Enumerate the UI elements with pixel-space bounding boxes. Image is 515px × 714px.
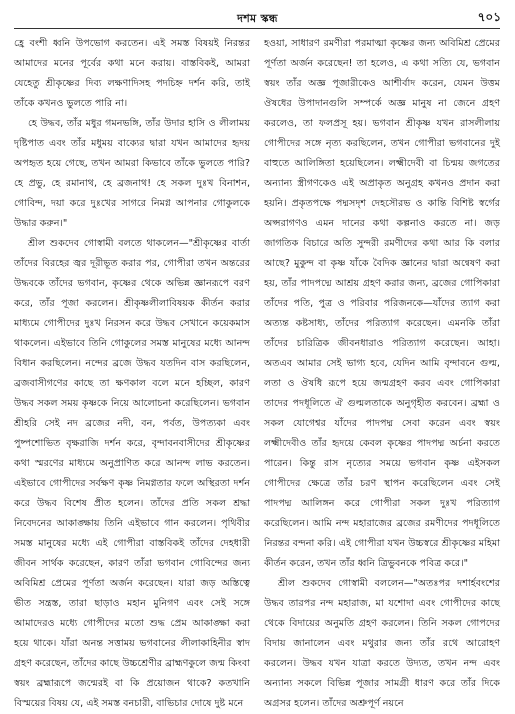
paragraph: শ্রীল শুকদেব গোস্বামী বললেন—"অতঃপর দশার্হবংশের উদ্ধব তারপর নন্দ মহারাজ, মা যশোদা এবং গোপীদের কাছে থেকে বিদায়ের অনুমতি গ্রহণ করলেন। তিনি সকল গোপদের বিদায় জানালেন এবং মথুরার জন্য তাঁর রথে আরোহণ করলেন। উদ্ধব যখন যাত্রা করতে উদ্যত, তখন নন্দ এবং অন্যান্য সকলে বিভিন্ন পূজার সামগ্রী ধারণ করে তাঁর দিকে অগ্রসর হলেন। তাঁদের অশ্রুপূর্ণ নয়নে	[264, 578, 500, 709]
paragraph: শ্রীল শুকদেব গোস্বামী বলতে থাকলেন—"শ্রীকৃষ্ণের বার্তা তাঁদের বিরহের জ্বর দূরীভূত করার পর, গোপীরা তখন অন্তরের উদ্ধবকে তাঁদের ভগবান, কৃষ্ণের থেকে অভিন্ন জ্ঞানরূপে বরণ করে, তাঁর পূজা করলেন। শ্রীকৃষ্ণলীলাবিষয়ক কীর্তন করার মাধ্যমে গোপীদের দুঃখ নিরসন করে উদ্ধব সেখানে কয়েকমাস থাকলেন। এইভাবে তিনি গোকুলের সমস্ত মানুষের মধ্যে আনন্দ বিধান করছিলেন। নন্দের ব্রজে উদ্ধব যতদিন বাস করছিলেন, ব্রজবাসীগণের কাছে তা ক্ষণকাল বলে মনে হচ্ছিল, কারণ উদ্ধব সকল সময় কৃষ্ণকে নিয়ে আলোচনা করেছিলেন। ভগবান শ্রীহরি সেই নদ ব্রজের নদী, বন, পর্বত, উপত্যকা এবং পুষ্পশোভিত বৃক্ষরাজি দর্শন করে, বৃন্দাবনবাসীদের শ্রীকৃষ্ণের কথা স্মরণের মাধ্যমে অনুপ্রাণিত করে আনন্দ লাভ করতেন। এইভাবে গোপীদের সর্বক্ষণ কৃষ্ণ নিমগ্নতার ফলে অস্থিরতা দর্শন করে উদ্ধব বিশেষ প্রীত হলেন। তাঁদের প্রতি সকল শ্রদ্ধা নিবেদনের আকাঙ্ক্ষায় তিনি এইভাবে গান করলেন। পৃথিবীর সমস্ত মানুষের মধ্যে এই গোপীরা বাস্তবিকই তাঁদের দেহধারী জীবন সার্থক করেছেন, কারণ তাঁরা ভগবান গোবিন্দের জন্য অবিমিশ্র প্রেমের পূর্ণতা অর্জন করেছেন। যারা জড় অস্তিত্বে ভীত সন্ত্রস্ত, তারা ছাড়াও মহান মুনিগণ এবং সেই সঙ্গে আমাদেরও মধ্যে গোপীদের মতো শুদ্ধ প্রেম আকাঙ্ক্ষা করা হয়ে থাকে। যাঁরা অনন্ত সত্তাময় ভগবানের লীলাকাহিনীর স্বাদ গ্রহণ করেছেন, তাঁদের কাছে উচ্চশ্রেণীর ব্রাহ্মণকুলে জন্ম কিংবা স্বয়ং ব্রহ্মারূপে জন্মেরই বা কি প্রয়োজন থাকে? কতখানি বিস্ময়ের বিষয় যে, এই সমস্ত বনচারী, বাভিচার দোষে দুষ্ট মনে	[14, 238, 250, 709]
paragraph: হওয়া, সাধারণ রমণীরা পরমাত্মা কৃষ্ণের জন্য অবিমিশ্র প্রেমের পূর্ণতা অর্জন করেছেন! তা হলেও, এ কথা সত্যি যে, ভগবান স্বয়ং তাঁর অজ্ঞ পূজারীকেও আশীর্বাদ করেন, যেমন উত্তম ঔষধের উপাদানগুলি সম্পর্কে অজ্ঞ মানুষ না জেনে গ্রহণ করলেও, তা ফলপ্রসূ হয়। ভগবান শ্রীকৃষ্ণ যখন রাসলীলায় গোপীদের সঙ্গে নৃত্য করছিলেন, তখন গোপীরা ভগবানের দুই বাহুতে আলিঙ্গিতা হয়েছিলেন। লক্ষ্মীদেবী বা চিন্ময় জগতের অন্যান্য স্ত্রীগণকেও এই অপ্রাকৃত অনুগ্রহ কখনও প্রদান করা হয়নি। প্রকৃতপক্ষে পদ্মসদৃশ দেহসৌরভ ও কান্তি বিশিষ্ট স্বর্গের অপ্সরাগণও এমন দানের কথা কল্পনাও করতে না। জড় জাগতিক বিচারে অতি সুন্দরী রমণীদের কথা আর কি বলার আছে? মুকুন্দ বা কৃষ্ণ যাঁকে বৈদিক জ্ঞানের দ্বারা অন্বেষণ করা হয়, তাঁর পাদপদ্মে আশ্রয় গ্রহণ করার জন্য, ব্রজের গোপিকারা তাঁদের পতি, পুত্র ও পরিবার পরিজনকে—যাঁদের ত্যাগ করা অত্যন্ত কষ্টসাধ্য, তাঁদের পরিত্যাগ করেছেন। এমনকি তাঁরা তাঁদের চারিত্রিক জীবনধারাও পরিত্যাগ করেছেন। আহা। অতএব আমার সেই ভাগ্য হবে, যেদিন আমি বৃন্দাবনে গুল্ম, লতা ও ঔষধি রূপে হয়ে জন্মগ্রহণ করব এবং গোপিকারা তাদের পদধূলিতে ঐ গুল্মলতাকে অনুগৃহীত করবেন। ব্রহ্মা ও সকল যোগেশ্বর যাঁদের পাদপদ্ম সেবা করেন এবং স্বয়ং লক্ষ্মীদেবীও তাঁর হৃদয়ে কেবল কৃষ্ণের পাদপদ্ম অর্চনা করতে পারেন। কিন্তু রাস নৃত্যের সময়ে ভগবান কৃষ্ণ এইসকল গোপীদের ক্ষেত্রে তাঁর চরণ স্থাপন করেছিলেন এবং সেই পাদপদ্ম আলিঙ্গন করে গোপীরা সকল দুঃখ পরিত্যাগ করেছিলেন। আমি নন্দ মহারাজের ব্রজের রমণীদের পদধূলিতে নিরন্তর বন্দনা করি। এই গোপীরা যখন উচ্চস্বরে শ্রীকৃষ্ণের মহিমা কীর্তন করেন, তখন তাঁর ধ্বনি ত্রিভুবনকে পবিত্র করে।"	[264, 38, 500, 569]
page-number: ৭০১	[477, 10, 501, 24]
paragraph: হ্রে বংশী ধ্বনি উপভোগ করতেন। এই সমস্ত বিষয়ই নিরন্তর আমাদের মনের পূর্বের কথা মনে করায়। বাস্তবিকই, আমরা যেহেতু শ্রীকৃষ্ণের দিব্য লক্ষণাদিসহ পদচিহ্ন দর্শন করি, তাই তাঁকে কখনও ভুলতে পারি না।	[14, 38, 250, 109]
header-rule	[14, 28, 500, 29]
page-header	[0, 10, 515, 28]
paragraph: হে উদ্ধব, তাঁর মধুর গমনভঙ্গি, তাঁর উদার হাসি ও লীলাময় দৃষ্টিপাত এবং তাঁর মধুময় বাক্যের দ্বারা যখন আমাদের হৃদয় অপহৃত হয়ে গেছে, তখন আমরা কিভাবে তাঁকে ভুলতে পারি? হে প্রভু, হে রমানাথ, হে ব্রজনাথ! হে সকল দুঃখ বিনাশন, গোবিন্দ, দয়া করে দুঃখের সাগরে নিমগ্ন আপনার গোকুলকে উদ্ধার করুন।"	[14, 118, 250, 229]
chapter-title: দশম স্কন্ধ	[237, 12, 278, 25]
left-column	[14, 34, 250, 709]
right-column	[264, 34, 500, 709]
